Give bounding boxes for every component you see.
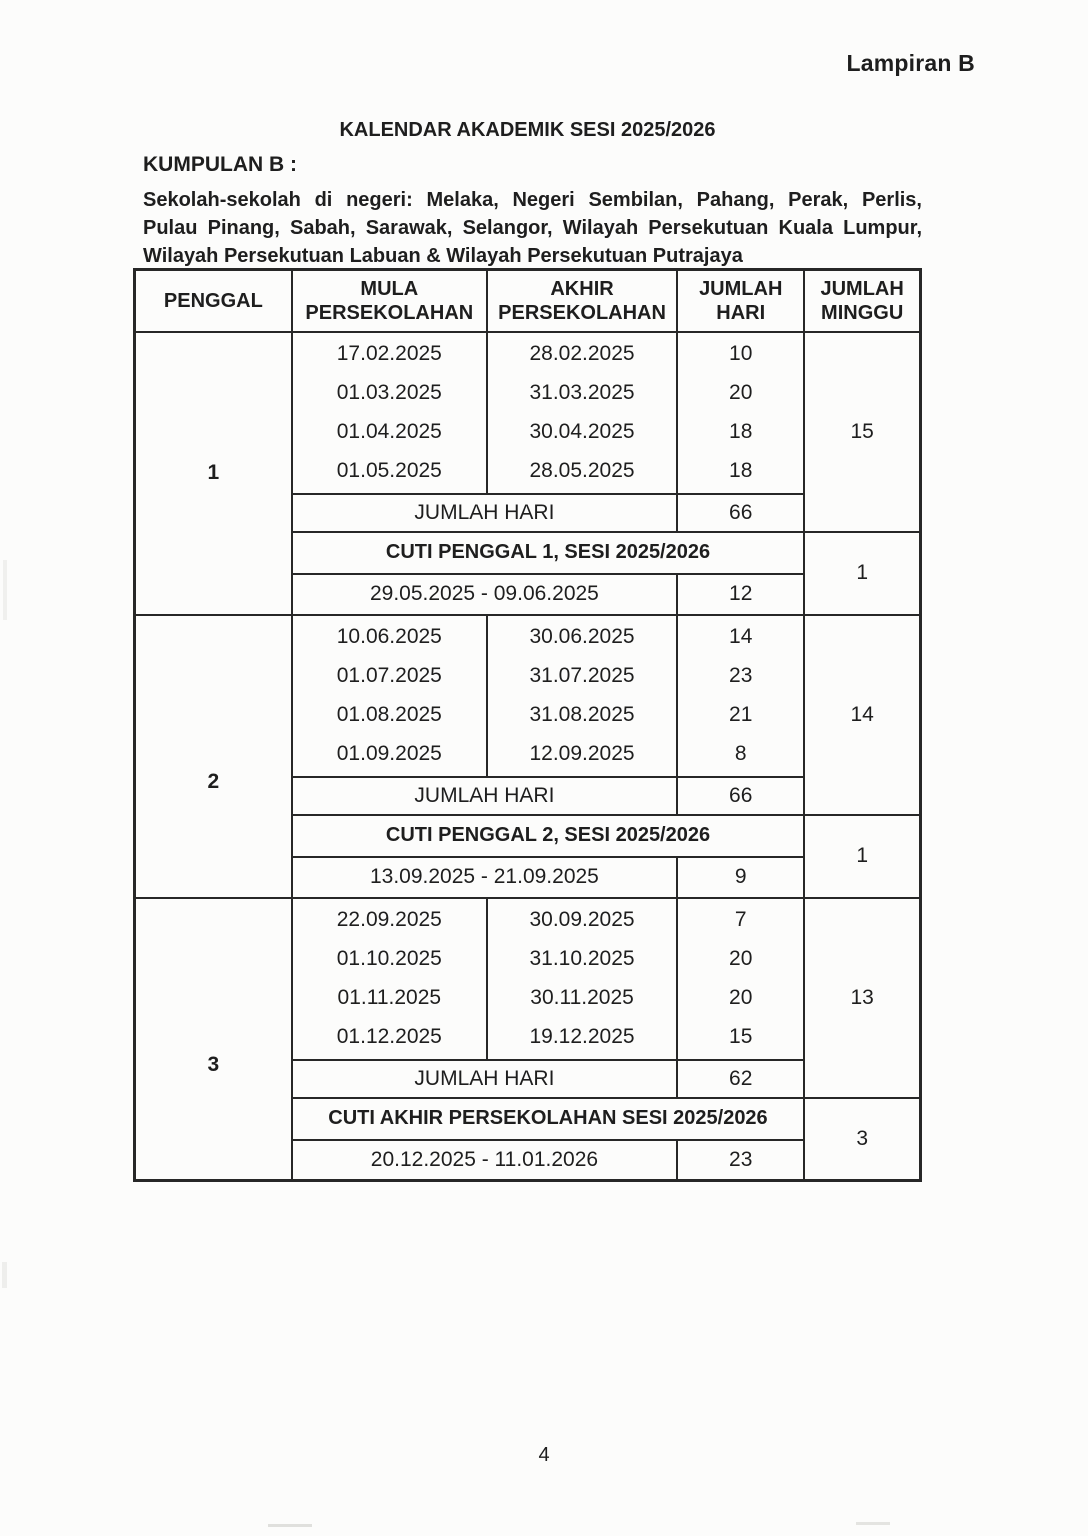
mula-date: 01.11.2025 [337,986,442,1009]
cuti-date-range: 13.09.2025 - 21.09.2025 [292,857,677,898]
table-row [135,332,921,494]
col-header-jumlah-hari [677,270,804,332]
header-line: AKHIR [550,277,614,300]
mula-date: 01.09.2025 [336,742,442,765]
akhir-date: 30.09.2025 [529,908,635,931]
header-line: JUMLAH [820,277,904,300]
cuti-hari-value: 23 [677,1140,804,1181]
mula-dates-cell [292,332,487,494]
intro-line: Sekolah-sekolah di negeri: Melaka, Negeri Sembilan, Pahang, Perak, Perlis, [143,189,922,211]
header-line: PERSEKOLAHAN [305,301,474,324]
hari-value: 10 [729,342,753,365]
akhir-dates-cell [487,615,677,777]
hari-values-cell [677,615,804,777]
akhir-date: 28.05.2025 [529,459,635,482]
mula-date: 01.05.2025 [336,459,442,482]
hari-value: 7 [734,908,747,931]
penggal-number: 2 [207,770,220,793]
mula-date: 01.03.2025 [336,381,442,404]
penggal-cell [135,898,292,1181]
header-line: PENGGAL [163,289,263,312]
akhir-date: 28.02.2025 [529,342,635,365]
corner-label: Lampiran B [846,50,975,76]
mula-dates-cell [292,898,487,1060]
mula-date: 01.07.2025 [336,664,442,687]
col-header-penggal [135,270,292,332]
header-line: JUMLAH [699,277,783,300]
mula-date: 01.12.2025 [336,1025,442,1048]
cuti-hari-value: 9 [677,857,804,898]
table-header-row [135,270,921,332]
hari-value: 23 [729,664,753,687]
cuti-title: CUTI PENGGAL 2, SESI 2025/2026 [292,815,805,857]
akhir-date: 19.12.2025 [529,1025,635,1048]
hari-value: 8 [734,742,747,765]
jumlah-minggu-cell: 15 [804,332,920,532]
akhir-date: 31.03.2025 [529,381,635,404]
intro-paragraph [143,186,922,270]
hari-value: 18 [729,459,753,482]
penggal-cell [135,332,292,615]
akhir-dates-cell [487,332,677,494]
akhir-date: 31.08.2025 [529,703,635,726]
cuti-date-range: 29.05.2025 - 09.06.2025 [292,574,677,615]
header-line: MINGGU [821,301,904,324]
cuti-minggu-cell: 3 [804,1098,920,1181]
cuti-minggu-cell: 1 [804,532,920,615]
jumlah-hari-value: 66 [677,777,804,815]
cuti-minggu-cell: 1 [804,815,920,898]
academic-calendar-table [133,268,922,1182]
group-label: KUMPULAN B : [143,153,297,176]
jumlah-minggu-cell: 13 [804,898,920,1098]
akhir-date: 30.11.2025 [530,986,634,1009]
hari-value: 20 [729,381,753,404]
header-line: HARI [716,301,766,324]
hari-value: 20 [729,986,753,1009]
scan-artifact [856,1522,890,1525]
akhir-date: 31.07.2025 [529,664,635,687]
hari-value: 18 [729,420,753,443]
akhir-date: 31.10.2025 [529,947,635,970]
akhir-dates-cell [487,898,677,1060]
header-line: MULA [360,277,419,300]
penggal-number: 1 [207,461,220,484]
mula-date: 01.10.2025 [336,947,442,970]
mula-date: 01.04.2025 [336,420,442,443]
akhir-date: 30.04.2025 [529,420,635,443]
cuti-title: CUTI PENGGAL 1, SESI 2025/2026 [292,532,805,574]
intro-line: Pulau Pinang, Sabah, Sarawak, Selangor, Wilayah Persekutuan Kuala Lumpur, [143,217,922,239]
jumlah-hari-label: JUMLAH HARI [292,1060,677,1098]
col-header-mula [292,270,487,332]
page-title: KALENDAR AKADEMIK SESI 2025/2026 [339,119,716,141]
scan-artifact [2,1262,7,1288]
penggal-number: 3 [207,1052,220,1076]
col-header-jumlah-minggu [804,270,920,332]
jumlah-minggu-cell: 14 [804,615,920,815]
table-row [135,615,921,777]
mula-dates-cell [292,615,487,777]
intro-line: Wilayah Persekutuan Labuan & Wilayah Persekutuan Putrajaya [143,245,743,267]
jumlah-hari-label: JUMLAH HARI [292,494,677,532]
jumlah-hari-value: 66 [677,494,804,532]
page-number: 4 [538,1444,550,1466]
hari-value: 14 [729,625,753,648]
mula-date: 01.08.2025 [336,703,442,726]
hari-value: 21 [729,703,753,726]
cuti-hari-value: 12 [677,574,804,615]
scan-artifact [3,560,7,620]
cuti-title: CUTI AKHIR PERSEKOLAHAN SESI 2025/2026 [292,1098,805,1140]
hari-values-cell [677,332,804,494]
header-line: PERSEKOLAHAN [498,301,666,324]
hari-value: 20 [729,947,753,970]
hari-value: 15 [729,1025,753,1048]
akhir-date: 30.06.2025 [529,625,635,648]
mula-date: 22.09.2025 [336,908,442,931]
table-row [135,898,921,1060]
mula-date: 10.06.2025 [336,625,442,648]
penggal-cell [135,615,292,898]
mula-date: 17.02.2025 [336,342,442,365]
akhir-date: 12.09.2025 [529,742,635,765]
hari-values-cell [677,898,804,1060]
scan-artifact [268,1524,312,1527]
cuti-date-range: 20.12.2025 - 11.01.2026 [292,1140,677,1181]
col-header-akhir [487,270,677,332]
jumlah-hari-value: 62 [677,1060,804,1098]
jumlah-hari-label: JUMLAH HARI [292,777,677,815]
